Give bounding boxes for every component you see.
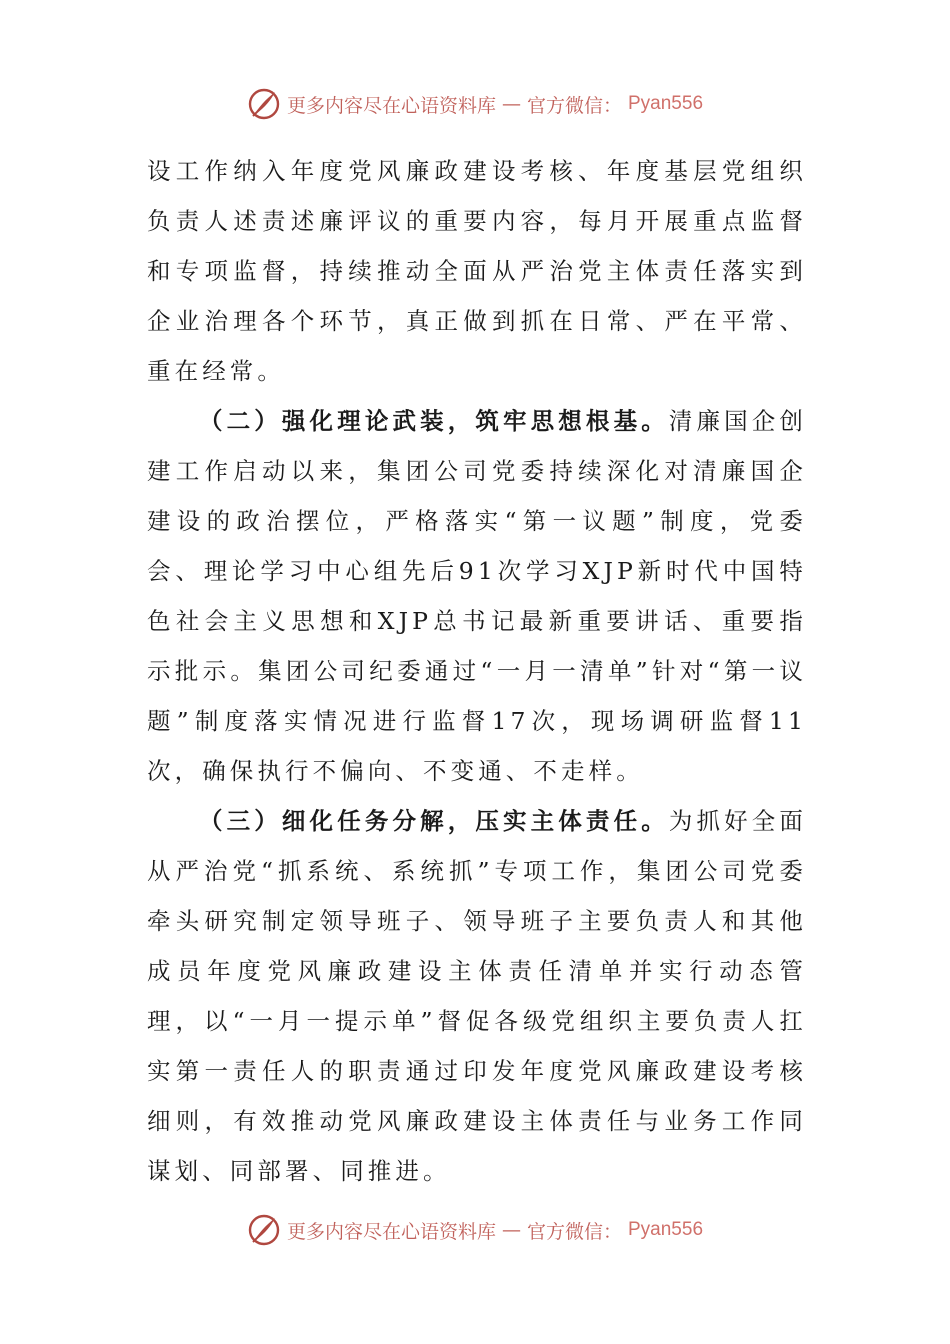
watermark-wechat-id: Pyan556 (628, 1219, 704, 1240)
document-body (147, 146, 807, 1196)
watermark-site-text: 更多内容尽在心语资料库 (286, 94, 496, 117)
watermark-footer (0, 1210, 950, 1250)
watermark-header (0, 84, 950, 124)
quill-pen-logo-icon (247, 1213, 281, 1247)
paragraph-text: 为抓好全面从严治党“抓系统、系统抓”专项工作，集团公司党委牵头研究制定领导班子、领导班子主要负责人和其他成员年度党风廉政建设主体责任清单并实行动态管理，以“一月一提示单”督促各级党组织主要负责人扛实第一责任人的职责通过印发年度党风廉政建设考核细则，有效推动党风廉政建设主体责任与业务工作同谋划、同部署、同推进。 (147, 807, 808, 1185)
watermark-site-text: 更多内容尽在心语资料库 (286, 1220, 496, 1243)
watermark-wechat-id: Pyan556 (628, 93, 704, 114)
watermark-dash: — (501, 93, 521, 115)
section-heading: （三）细化任务分解，压实主体责任。 (199, 807, 669, 835)
paragraph-text: 设工作纳入年度党风廉政建设考核、年度基层党组织负责人述责述廉评议的重要内容，每月开展重点监督和专项监督，持续推动全面从严治党主体责任落实到企业治理各个环节，真正做到抓在日常、严在平常、重在经常。 (147, 157, 807, 385)
watermark-label: 官方微信： (526, 94, 622, 117)
section-heading: （二）强化理论武装，筑牢思想根基。 (199, 407, 669, 435)
watermark-dash: — (501, 1219, 521, 1241)
paragraph-continuation (147, 146, 807, 396)
paragraph-section-3 (147, 796, 807, 1196)
paragraph-section-2 (147, 396, 807, 796)
quill-pen-logo-icon (247, 87, 281, 121)
watermark-label: 官方微信： (526, 1220, 622, 1243)
paragraph-text: 清廉国企创建工作启动以来，集团公司党委持续深化对清廉国企建设的政治摆位，严格落实“第一议题”制度，党委会、理论学习中心组先后91次学习XJP新时代中国特色社会主义思想和XJP总书记最新重要讲话、重要指示批示。集团公司纪委通过“一月一清单”针对“第一议题”制度落实情况进行监督17次，现场调研监督11次，确保执行不偏向、不变通、不走样。 (147, 407, 808, 785)
